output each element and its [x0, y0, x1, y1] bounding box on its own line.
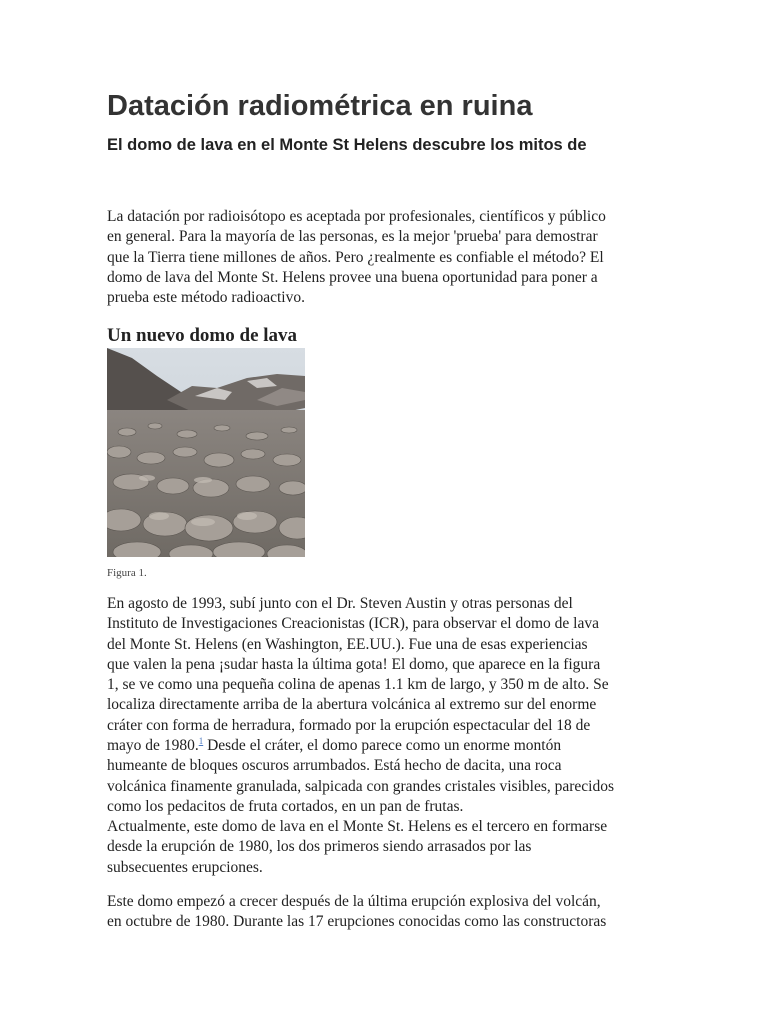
- text-line: prueba este método radioactivo.: [107, 289, 305, 307]
- footnote-link[interactable]: 1: [198, 735, 204, 746]
- figure-caption: Figura 1.: [107, 567, 147, 579]
- text-line: en octubre de 1980. Durante las 17 erupciones conocidas como las constructoras: [107, 913, 607, 931]
- text-line: localiza directamente arriba de la abertura volcánica al extremo sur del enorme: [107, 696, 597, 714]
- intro-paragraph: [107, 207, 667, 308]
- text-line-with-footnote: [107, 736, 667, 756]
- text-line: que la Tierra tiene millones de años. Pero ¿realmente es confiable el método? El: [107, 248, 604, 266]
- body-paragraph: [107, 594, 667, 817]
- text-line: En agosto de 1993, subí junto con el Dr. Steven Austin y otras personas del: [107, 595, 573, 612]
- text-line: subsecuentes erupciones.: [107, 858, 263, 876]
- text-line: Este domo empezó a crecer después de la última erupción explosiva del volcán,: [107, 893, 601, 910]
- page-subtitle: El domo de lava en el Monte St Helens descubre los mitos de: [107, 136, 587, 154]
- text-line: Actualmente, este domo de lava en el Monte St. Helens es el tercero en formarse: [107, 818, 608, 835]
- body-paragraph: [107, 817, 667, 878]
- text-line: La datación por radioisótopo es aceptada por profesionales, científicos y público: [107, 208, 606, 225]
- text-segment: Desde el cráter, el domo parece como un enorme montón: [203, 737, 562, 755]
- page-title: Datación radiométrica en ruina: [107, 90, 533, 122]
- text-line: 1, se ve como una pequeña colina de apenas 1.1 km de largo, y 350 m de alto. Se: [107, 676, 609, 694]
- text-line: que valen la pena ¡sudar hasta la última gota! El domo, que aparece en la figura: [107, 655, 601, 673]
- text-line: cráter con forma de herradura, formado por la erupción espectacular del 18 de: [107, 716, 591, 734]
- section-heading: Un nuevo domo de lava: [107, 325, 298, 346]
- body-paragraph: [107, 892, 667, 933]
- text-line: en general. Para la mayoría de las personas, es la mejor 'prueba' para demostrar: [107, 228, 598, 246]
- text-line: Instituto de Investigaciones Creacionistas (ICR), para observar el domo de lava: [107, 615, 599, 633]
- text-line: como los pedacitos de fruta cortados, en un pan de frutas.: [107, 797, 464, 815]
- text-line: humeante de bloques oscuros arrumbados. Está hecho de dacita, una roca: [107, 757, 562, 775]
- text-line: del Monte St. Helens (en Washington, EE.UU.). Fue una de esas experiencias: [107, 635, 588, 653]
- lava-dome-photo: [107, 348, 305, 557]
- text-line: desde la erupción de 1980, los dos primeros siendo arrasados por las: [107, 838, 532, 856]
- text-line: volcánica finamente granulada, salpicada con grandes cristales visibles, parecidos: [107, 777, 614, 795]
- text-segment: mayo de 1980.: [107, 737, 199, 755]
- text-line: domo de lava del Monte St. Helens provee una buena oportunidad para poner a: [107, 268, 598, 286]
